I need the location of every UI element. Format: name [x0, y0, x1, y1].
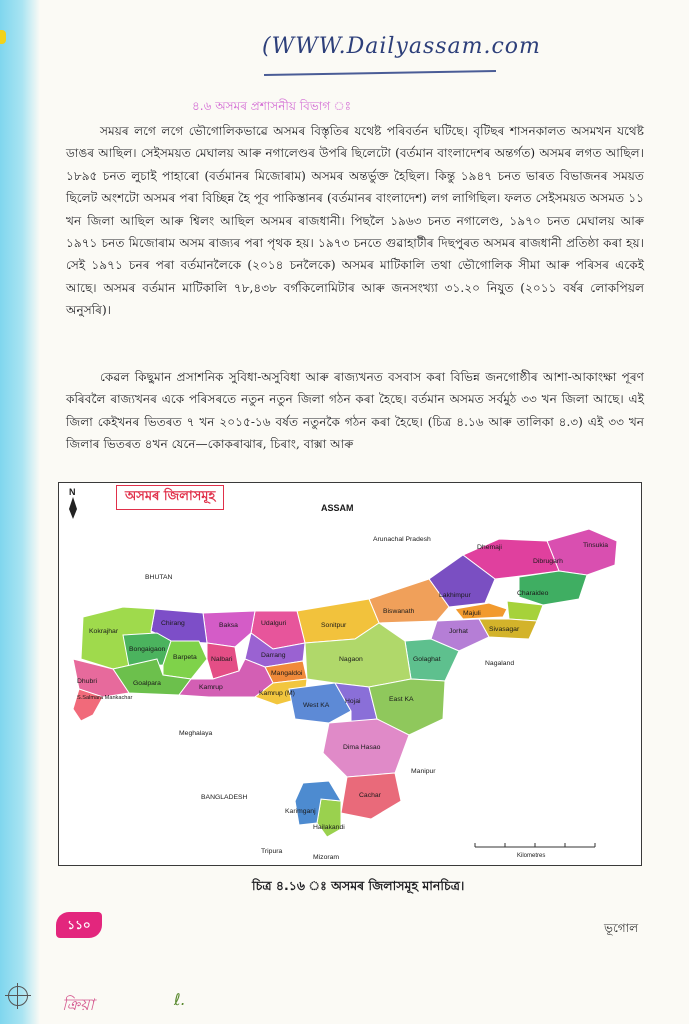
label-tripura: Tripura: [261, 848, 283, 855]
north-arrow-icon: [69, 487, 77, 519]
label-cachar: Cachar: [359, 792, 381, 799]
label-udalguri: Udalguri: [261, 620, 287, 627]
label-meghalaya: Meghalaya: [179, 730, 213, 737]
label-hojai: Hojai: [345, 698, 361, 705]
label-tinsukia: Tinsukia: [583, 542, 609, 549]
scan-edge-strip: [0, 0, 40, 1024]
label-bongaigaon: Bongaigaon: [129, 646, 166, 653]
handwritten-note: ক্ৰিয়া: [62, 995, 95, 1014]
watermark-underline: [264, 70, 496, 76]
paragraph-districts: কেৱল কিছুমান প্ৰসাশনিক সুবিধা-অসুবিধা আৰু ৰাজ্যখনত বসবাস কৰা বিভিন্ন জনগোষ্ঠীৰ আশা-আকাংক্ষা পূৰণ কৰিবলৈ ৰাজ্যখনৰ একে পৰিসৰতে নতুন নতুন জিলা গঠন কৰা হৈছে। বৰ্তমান অসমত সৰ্বমুঠ ৩৩ খন জিলা আছে। এই জিলা কেইখনৰ ভিতৰত ৭ খন ২০১৫-১৬ বৰ্ষত নতুনকৈ গঠন কৰা হৈছে। (চিত্ৰ ৪.১৬ আৰু তালিকা ৪.৩) এই ৩৩ খন জিলাৰ ভিতৰত ৪খন যেনে—কোকৰাঝাৰ, চিৰাং, বাক্সা আৰু: [66, 370, 644, 452]
label-sivasagar: Sivasagar: [489, 626, 520, 633]
map-title: অসমৰ জিলাসমূহ: [116, 485, 224, 510]
label-goalpara: Goalpara: [133, 680, 161, 687]
label-east-karbi: East KA: [389, 696, 414, 703]
label-sonitpur: Sonitpur: [321, 622, 347, 629]
paragraph-history: সময়ৰ লগে লগে ভৌগোলিকভাৱে অসমৰ বিস্তৃতিৰ যথেষ্ট পৰিবৰ্তন ঘটিছে। বৃটিছৰ শাসনকালত অসমখন যথেষ্ট ডাঙৰ আছিল। সেইসময়ত মেঘালয় আৰু নগালেণ্ডৰ উপৰি ছিলেটো (বৰ্তমান বাংলাদেশৰ অন্তৰ্গত) অসমৰ লগত আছিল। ১৮৯৫ চনত লুচাই পাহাৰো (বৰ্তমানৰ মিজোৰাম) অসমৰ অন্তৰ্ভুক্ত হৈছিল। কিন্তু ১৯৪৭ চনত ভাৰত বিভাজনৰ সময়ত ছিলেট অংশটো অসমৰ পৰা বিচ্ছিন্ন হৈ পূব পাকিস্তানৰ (বৰ্তমানৰ বাংলাদেশ) লগ লাগিছিল। ফলত সেইসময়ত অসমত ১১ খন জিলা আছিল আৰু শ্বিলং আছিল অসমৰ ৰাজধানী। পিছলৈ ১৯৬৩ চনত নগালেণ্ড, ১৯৭০ চনত মেঘালয় আৰু ১৯৭১ চনত মিজোৰাম অসম ৰাজ্যৰ পৰা পৃথক হয়। ১৯৭৩ চনতে গুৱাহাটীৰ দিছপুৰত অসমৰ ৰাজধানী প্ৰতিষ্ঠা কৰা হয়। সেই ১৯৭১ চনৰ পৰা বৰ্তমানলৈকে (২০১৪ চনলৈকে) অসমৰ মাটিকালি তথা ভৌগোলিক সীমা আৰু পৰিসৰ একেই আছে। অসমৰ বৰ্তমান মাটিকালি ৭৮,৪৩৮ বৰ্গকিলোমিটাৰ আৰু জনসংখ্যা ৩১.২০ নিযুত (২০১১ বৰ্ষৰ লোকপিয়ল অনুসৰি)।: [66, 124, 644, 318]
tab-marker: [0, 30, 6, 44]
label-bangladesh: BANGLADESH: [201, 794, 248, 801]
label-lakhimpur: Lakhimpur: [439, 592, 471, 599]
label-salmara: S.Salmara Mankachar: [77, 695, 133, 701]
section-heading: ৪.৬ অসমৰ প্ৰশাসনীয় বিভাগ ঃ: [192, 99, 352, 113]
label-mizoram: Mizoram: [313, 854, 340, 861]
district-dibrugarh: [519, 571, 587, 605]
north-label: N: [69, 487, 76, 497]
label-hailakandi: Hailakandi: [313, 824, 345, 831]
label-golaghat: Golaghat: [413, 656, 441, 663]
label-manipur: Manipur: [411, 768, 436, 775]
site-watermark: (WWW.Dailyassam.com: [262, 34, 541, 59]
district-charaideo: [507, 601, 543, 621]
district-baksa: [203, 611, 255, 647]
label-dibrugarh: Dibrugarh: [533, 558, 563, 565]
label-nalbari: Nalbari: [211, 656, 233, 663]
label-charaideo: Charaideo: [517, 590, 549, 597]
label-dhemaji: Dhemaji: [477, 544, 502, 551]
state-label: ASSAM: [321, 503, 354, 513]
label-biswanath: Biswanath: [383, 608, 415, 615]
label-darrang: Darrang: [261, 652, 286, 659]
map-graphic: [59, 483, 641, 865]
page-number-badge: ১১০: [56, 912, 102, 938]
label-dhubri: Dhubri: [77, 678, 98, 685]
label-dima-hasao: Dima Hasao: [343, 744, 381, 751]
label-arunachal: Arunachal Pradesh: [373, 536, 431, 543]
label-baksa: Baksa: [219, 622, 238, 629]
label-bhutan: BHUTAN: [145, 574, 173, 581]
district-hailakandi: [317, 799, 341, 837]
label-nagaon: Nagaon: [339, 656, 363, 663]
label-chirang: Chirang: [161, 620, 185, 627]
label-majuli: Majuli: [463, 610, 481, 617]
label-kamrup: Kamrup: [199, 684, 223, 691]
handwritten-mark-icon: ℓ.: [174, 990, 186, 1009]
registration-mark-icon: [8, 986, 28, 1006]
scale-bar: [475, 843, 595, 859]
label-nagaland: Nagaland: [485, 660, 515, 667]
figure-caption: চিত্ৰ ৪.১৬ ঃ অসমৰ জিলাসমূহ মানচিত্ৰ।: [252, 878, 465, 893]
district-map: [58, 482, 642, 866]
label-west-karbi: West KA: [303, 702, 330, 709]
label-barpeta: Barpeta: [173, 654, 197, 661]
label-kokrajhar: Kokrajhar: [89, 628, 119, 635]
label-kamrup-metro: Kamrup (M): [259, 690, 295, 697]
label-jorhat: Jorhat: [449, 628, 468, 635]
scale-label: Kilometres: [517, 853, 546, 859]
subject-label: ভূগোল: [604, 921, 639, 935]
label-mangaldoi: Mangaldoi: [271, 670, 303, 677]
label-karimganj: Karimganj: [285, 808, 316, 815]
